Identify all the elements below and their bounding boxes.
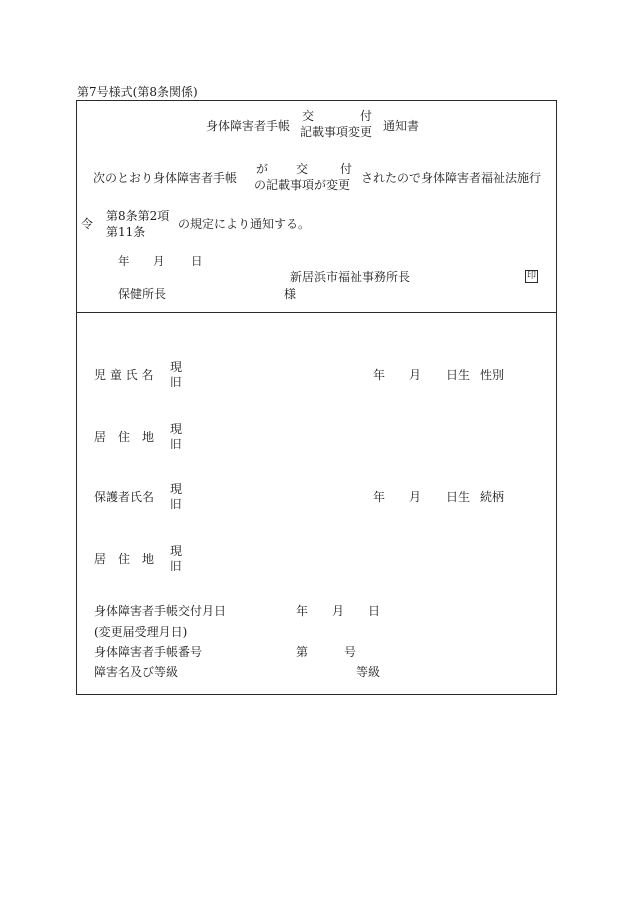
- date-day: 日: [191, 254, 203, 268]
- child-residence-current: 現: [170, 422, 183, 436]
- section-divider: [76, 312, 557, 313]
- body-option-change: の記載事項が変更: [254, 178, 351, 192]
- guardian-name-current: 現: [170, 482, 183, 496]
- child-name-label: 児 童 氏 名: [94, 368, 154, 382]
- article-option-1: 第8条第2項: [106, 209, 170, 223]
- child-birth-day: 日生: [446, 368, 471, 382]
- child-sex-label: 性別: [480, 368, 505, 382]
- body-option-ga: が: [256, 162, 269, 176]
- body-line2-start: 令: [81, 217, 94, 231]
- body-option-issue-1: 交: [296, 162, 309, 176]
- guardian-name-label: 保護者氏名: [94, 490, 155, 504]
- child-name-former: 旧: [170, 375, 182, 389]
- title-prefix: 身体障害者手帳: [206, 119, 291, 133]
- guardian-relation-label: 続柄: [480, 490, 505, 504]
- issue-date-month: 月: [332, 604, 345, 618]
- child-residence-label: 居 住 地: [94, 430, 155, 444]
- handbook-number-prefix: 第: [296, 645, 309, 659]
- date-year: 年: [118, 254, 130, 268]
- body-line1-suffix: されたので身体障害者福祉法施行: [361, 171, 542, 185]
- child-residence-former: 旧: [170, 437, 182, 451]
- body-line1-prefix: 次のとおり身体障害者手帳: [93, 171, 238, 185]
- issue-date-year: 年: [296, 604, 309, 618]
- change-date-label: (変更届受理月日): [94, 625, 188, 639]
- issue-date-day: 日: [368, 604, 381, 618]
- date-month: 月: [153, 254, 165, 268]
- disability-grade: 等級: [356, 665, 381, 679]
- issue-date-label: 身体障害者手帳交付月日: [94, 604, 227, 618]
- guardian-birth-day: 日生: [446, 490, 471, 504]
- form-label: 第7号様式(第8条関係): [77, 85, 198, 99]
- guardian-birth-year: 年: [373, 490, 386, 504]
- honorific: 様: [284, 287, 297, 301]
- title-option-issue-1: 交: [302, 109, 315, 123]
- title-option-issue-2: 付: [360, 109, 373, 123]
- guardian-residence-current: 現: [170, 544, 183, 558]
- body-option-issue-2: 付: [340, 162, 353, 176]
- child-name-current: 現: [170, 360, 183, 374]
- handbook-number-label: 身体障害者手帳番号: [94, 645, 203, 659]
- guardian-residence-former: 旧: [170, 559, 182, 573]
- recipient-name: 保健所長: [118, 287, 167, 301]
- title-option-change: 記載事項変更: [300, 125, 373, 139]
- child-birth-month: 月: [409, 368, 422, 382]
- title-suffix: 通知書: [383, 119, 420, 133]
- seal-mark: 印: [526, 271, 536, 281]
- guardian-birth-month: 月: [409, 490, 422, 504]
- body-line2-end: の規定により通知する。: [178, 217, 311, 231]
- disability-label: 障害名及び等級: [94, 665, 179, 679]
- guardian-residence-label: 居 住 地: [94, 552, 155, 566]
- issuer-name: 新居浜市福祉事務所長: [290, 270, 411, 284]
- article-option-2: 第11条: [106, 225, 146, 239]
- child-birth-year: 年: [373, 368, 386, 382]
- handbook-number-suffix: 号: [344, 645, 357, 659]
- guardian-name-former: 旧: [170, 497, 182, 511]
